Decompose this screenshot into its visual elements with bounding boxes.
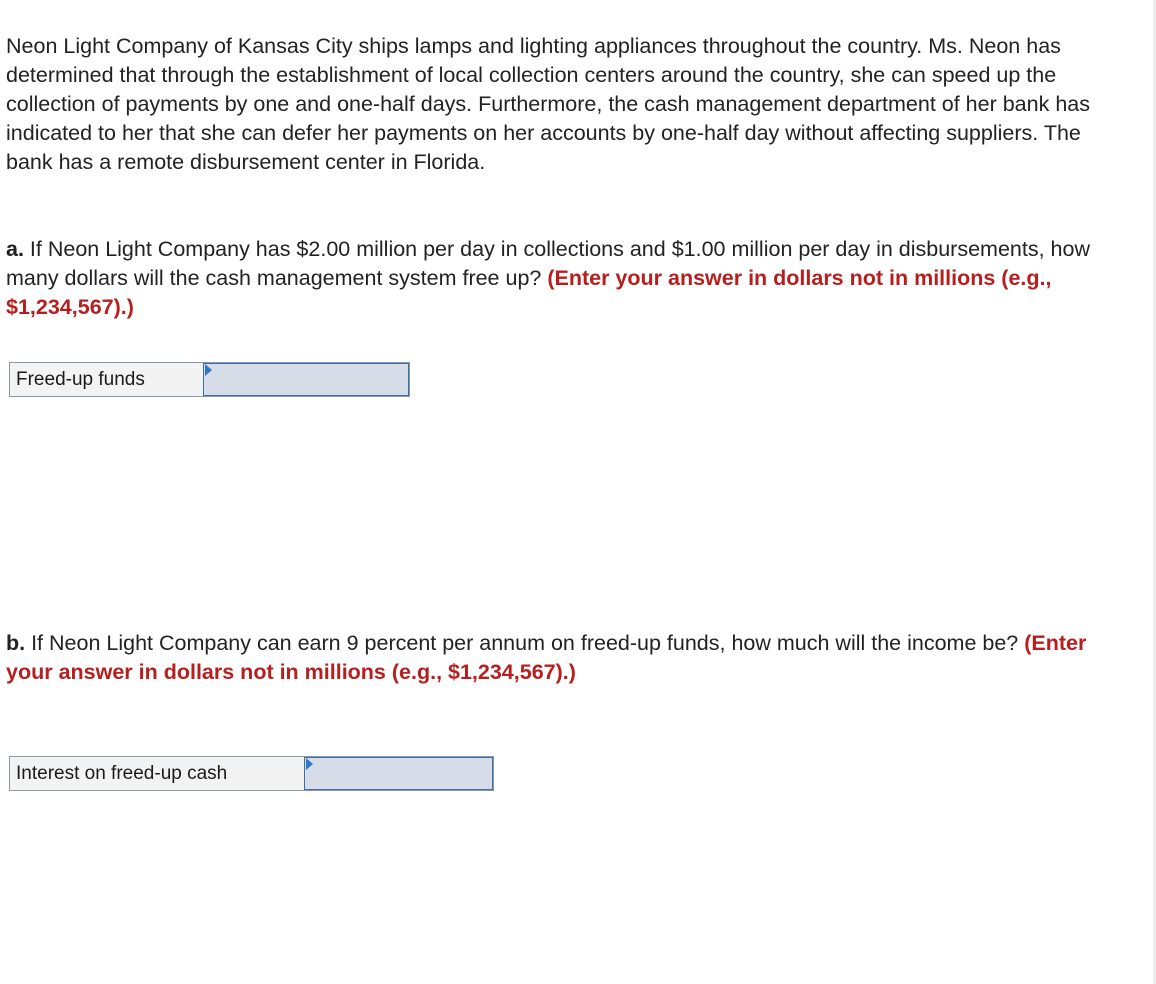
freed-up-funds-input[interactable]: [204, 363, 409, 396]
freed-up-funds-row: [9, 362, 410, 397]
answer-flag-icon: [306, 758, 313, 770]
interest-row: [9, 756, 494, 791]
question-b-text: If Neon Light Company can earn 9 percent per annum on freed-up funds, how much will the income be?: [25, 631, 1025, 655]
question-b: [6, 629, 1136, 687]
question-a-text: If Neon Light Company has $2.00 million per day in collections and $1.00 million per day in disbursements, how many dollars will the cash management system free up?: [6, 237, 1090, 290]
question-b-letter: b.: [6, 631, 26, 655]
answer-flag-icon: [205, 364, 212, 376]
question-a-instruction: (Enter your answer in dollars not in millions (e.g., $1,234,567).): [6, 266, 1052, 319]
freed-up-funds-label: Freed-up funds: [10, 363, 203, 396]
freed-up-funds-input-wrap: [203, 363, 409, 396]
problem-intro: Neon Light Company of Kansas City ships lamps and lighting appliances throughout the country. Ms. Neon has determined that through the establishment of local collection centers around the country, she can speed up the collection of payments by one and one-half days. Furthermore, the cash management department of her bank has indicated to her that she can defer her payments on her accounts by one-half day without affecting suppliers. The bank has a remote disbursement center in Florida.: [6, 34, 1090, 174]
question-b-instruction: (Enter your answer in dollars not in millions (e.g., $1,234,567).): [6, 631, 1087, 684]
interest-input-wrap: [304, 757, 493, 790]
question-a: [6, 235, 1136, 322]
interest-input[interactable]: [305, 757, 493, 790]
interest-label: Interest on freed-up cash: [10, 757, 304, 790]
question-a-letter: a.: [6, 237, 24, 261]
